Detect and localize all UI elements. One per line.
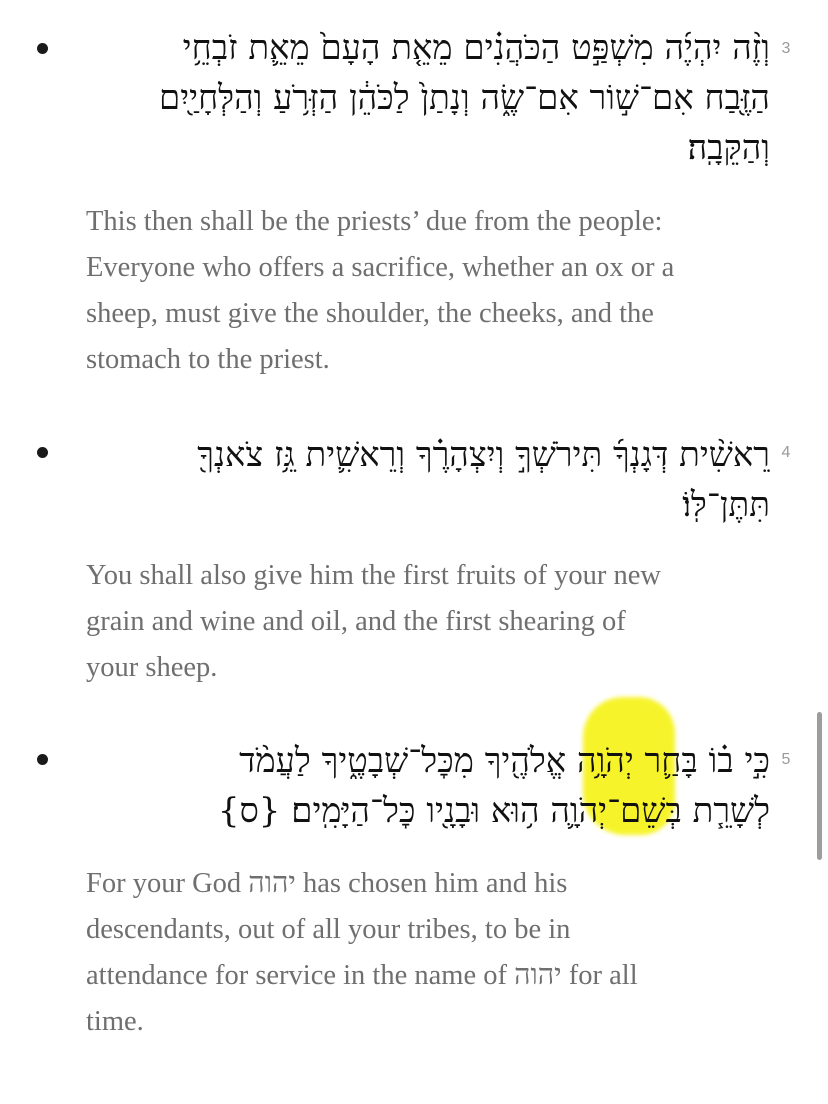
hebrew-verse-text[interactable]: כִּ֣י ב֗וֹ בָּחַ֛ר יְהֹוָ֥ה אֱלֹהֶ֖יךָ מִכׇּל־שְׁבָטֶ֑יךָ לַעֲמֹ֨ד לְשָׁרֵ֧ת בְּשֵׁם־יְהֹוָ֛ה ה֥וּא וּבָנָ֖יו כׇּל־הַיָּמִֽים׃ {ס} (217, 741, 770, 831)
verse-number: 4 (781, 444, 791, 461)
bullet-icon (37, 447, 48, 458)
bullet-icon (37, 754, 48, 765)
english-translation[interactable]: You shall also give him the first fruits of your new grain and wine and oil, and the first shearing of your sheep. (86, 560, 661, 683)
hebrew-verse-text[interactable]: רֵאשִׁ֨ית דְּגָנְךָ֜ תִּירֹשְׁךָ֣ וְיִצְהָרֶ֗ךָ וְרֵאשִׁ֛ית גֵּ֥ז צֹאנְךָ֖ תִּתֶּן־לּֽוֹ׃ (197, 435, 770, 525)
english-translation[interactable]: This then shall be the priests’ due from the people: Everyone who offers a sacrifice, whether an ox or a sheep, must give the shoulder, the cheeks, and the stomach to the priest. (86, 206, 675, 375)
vertical-scrollbar[interactable] (817, 712, 822, 860)
verse-number: 5 (781, 751, 791, 768)
bullet-icon (37, 43, 48, 54)
hebrew-verse-text[interactable]: וְזֶ֨ה יִהְיֶ֜ה מִשְׁפַּ֣ט הַכֹּהֲנִ֗ים מֵאֵ֤ת הָעָם֙ מֵאֵ֛ת זֹבְחֵ֥י הַזֶּ֖בַח אִם־שׁ֣וֹר אִם־שֶׂ֑ה וְנָתַן֙ לַכֹּהֵ֔ן הַזְּרֹ֥עַ וְהַלְּחָיַ֖יִם וְהַקֵּבָֽה׃ (159, 28, 770, 168)
verse-number: 3 (781, 40, 791, 57)
english-translation[interactable]: For your God יהוה has chosen him and his descendants, out of all your tribes, to be in attendance for service in the name of יהוה for all time. (86, 868, 638, 1037)
